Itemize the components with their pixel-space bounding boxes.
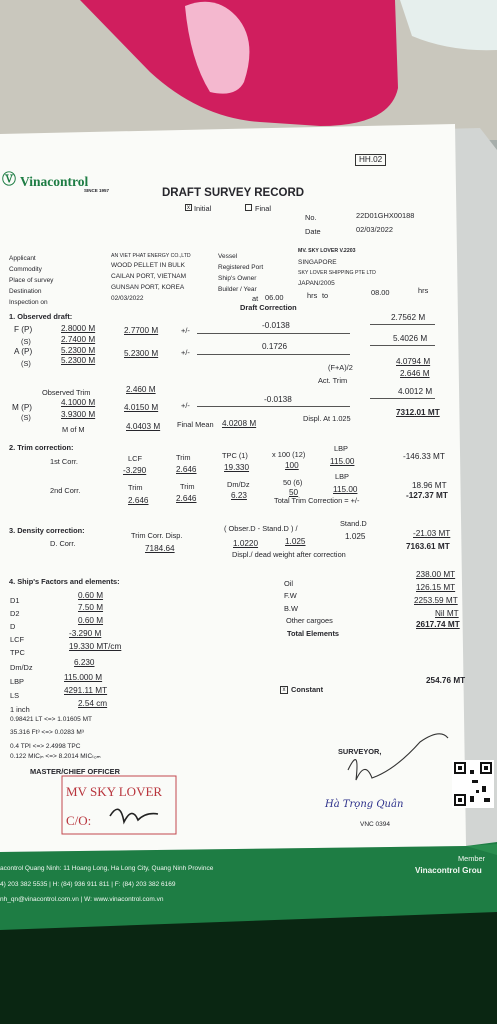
commodity-value: WOOD PELLET IN BULK	[111, 262, 185, 269]
final-label: Final	[255, 204, 272, 213]
m-corr: -0.0138	[264, 395, 292, 404]
footer-phone: 4) 203 382 5535 | H: (84) 936 911 811 | F: (84) 203 382 6169	[0, 881, 176, 888]
record-no: 22D01GHX00188	[356, 211, 415, 220]
factor-d1: 0.60 M	[78, 591, 104, 600]
member-group: Vinacontrol Grou	[415, 866, 482, 875]
stand-d-divisor: 1.025	[345, 532, 366, 541]
record-no-label: No.	[305, 213, 317, 222]
oil-label: Oil	[284, 579, 294, 588]
builder-label: Builder / Year	[218, 286, 257, 293]
ms-value: 3.9300 M	[61, 410, 96, 419]
t1-r1: 2.646	[176, 465, 197, 474]
brand-name: Vinacontrol	[20, 174, 89, 189]
total-elements-label: Total Elements	[287, 629, 340, 638]
act-trim-value: 2.646 M	[400, 369, 430, 378]
place-label: Place of survey	[9, 277, 54, 284]
vinacontrol-logo-icon: Ⓥ	[2, 173, 16, 188]
vessel-value: MV. SKY LOVER V.2203	[298, 248, 356, 254]
section-factors: 4. Ship's Factors and elements:	[9, 577, 120, 586]
m-result: 4.0012 M	[398, 387, 433, 396]
obser-d: 1.0220	[233, 539, 259, 548]
applicant-label: Applicant	[9, 255, 36, 262]
displ-after-value: 7163.61 MT	[406, 542, 450, 551]
mofm-label: M of M	[62, 425, 85, 434]
factor-ls: 4291.11 MT	[64, 686, 108, 695]
observed-trim-value: 2.460 M	[126, 385, 156, 394]
section-density: 3. Density correction:	[9, 526, 85, 535]
t2-h4: LBP	[335, 472, 349, 481]
time-from: 06.00	[265, 293, 284, 302]
conv-tpi: 0.4 TPI <=> 2.4998 TPC	[10, 743, 81, 750]
factor-ls-label: LS	[10, 691, 20, 700]
t2-r4: 115.00	[333, 485, 358, 494]
factor-lcf-label: LCF	[10, 635, 24, 644]
m-mean: 4.0150 M	[124, 403, 159, 412]
factor-inch-label: 1 inch	[10, 705, 30, 714]
t2-h1: Trim	[180, 482, 195, 491]
factor-inch: 2.54 cm	[78, 699, 108, 708]
t1-h4: LBP	[334, 444, 348, 453]
total-trim-value: -127.37 MT	[406, 491, 448, 500]
fw-label: F.W	[284, 591, 297, 600]
total-elements-value: 2617.74 MT	[416, 620, 460, 629]
stand-d: 1.025	[285, 537, 306, 546]
constant-checkbox: x	[280, 686, 288, 694]
stamp-vessel: MV SKY LOVER	[66, 784, 163, 799]
constant-label: Constant	[291, 685, 324, 694]
d-corr-label: D. Corr.	[50, 539, 76, 548]
fp-label: F (P)	[14, 325, 33, 334]
t1-h3: x 100 (12)	[272, 450, 306, 459]
vessel-label: Vessel	[218, 253, 238, 260]
t2-h2: Dm/Dz	[227, 480, 250, 489]
t2-result: 18.96 MT	[412, 481, 447, 490]
factor-dmdz-label: Dm/Dz	[10, 663, 33, 672]
hrs-label: hrs	[307, 291, 318, 300]
mp-label: M (P)	[12, 403, 33, 412]
factor-lbp-label: LBP	[10, 677, 24, 686]
act-trim-label: Act. Trim	[318, 376, 348, 385]
section-trim: 2. Trim correction:	[9, 443, 74, 452]
f-mean: 2.7700 M	[124, 326, 159, 335]
density-result: -21.03 MT	[413, 529, 451, 538]
ms-label: (S)	[21, 413, 31, 422]
t2-h3: 50 (6)	[283, 478, 303, 487]
f-result: 2.7562 M	[391, 313, 426, 322]
date-label: Date	[305, 227, 321, 236]
as-label: (S)	[21, 359, 31, 368]
bw-value: 2253.59 MT	[414, 596, 458, 605]
owner-value: SKY LOVER SHIPPING PTE LTD	[298, 270, 376, 276]
final-mean-label: Final Mean	[177, 420, 214, 429]
a-result: 5.4026 M	[393, 334, 428, 343]
t2-r1: 2.646	[176, 494, 197, 503]
t1-h0: LCF	[128, 454, 142, 463]
total-trim-label: Total Trim Correction = +/-	[274, 496, 360, 505]
as-value: 5.2300 M	[61, 356, 96, 365]
fw-value: 126.15 MT	[416, 583, 456, 592]
second-corr-label: 2nd Corr.	[50, 486, 81, 495]
a-mean: 5.2300 M	[124, 349, 159, 358]
oil-value: 238.00 MT	[416, 570, 456, 579]
stamp-co: C/O:	[66, 813, 92, 828]
factor-d2: 7.50 M	[78, 603, 104, 612]
factor-lcf: -3.290 M	[69, 629, 102, 638]
inspection-value: 02/03/2022	[111, 295, 144, 302]
footer-contact: nh_qn@vinacontrol.com.vn | W: www.vinacontrol.com.vn	[0, 896, 164, 903]
factor-d-label: D	[10, 622, 16, 631]
brand-since: SINCE 1957	[84, 188, 110, 193]
conv-ft: 35.316 Ft³ <=> 0.0283 M³	[10, 729, 84, 736]
displ-label: Displ. At 1.025	[303, 414, 351, 423]
mofm-value: 4.0403 M	[126, 422, 161, 431]
page-title: DRAFT SURVEY RECORD	[162, 187, 305, 199]
footer-address: acontrol Quang Ninh: 11 Hoang Long, Ha Long City, Quang Ninh Province	[0, 865, 214, 872]
constant-value: 254.76 MT	[426, 676, 466, 685]
t1-h1: Trim	[176, 453, 191, 462]
t1-r3: 100	[285, 461, 299, 470]
fp-value: 2.8000 M	[61, 324, 96, 333]
initial-label: Initial	[194, 204, 212, 213]
builder-value: JAPAN/2005	[298, 280, 335, 287]
fa-label: (F+A)/2	[328, 363, 353, 372]
officer-label: MASTER/CHIEF OFFICER	[30, 767, 120, 776]
ap-label: A (P)	[14, 347, 33, 356]
hrs2-label: hrs	[418, 286, 429, 295]
fa-value: 4.0794 M	[396, 357, 431, 366]
factor-d: 0.60 M	[78, 616, 104, 625]
member-label: Member	[458, 854, 486, 863]
to-label: to	[322, 291, 329, 300]
final-mean-value: 4.0208 M	[222, 419, 257, 428]
factor-d2-label: D2	[10, 609, 20, 618]
other-cargoes-value: Nil MT	[435, 609, 459, 618]
t1-r2: 19.330	[224, 463, 250, 472]
stand-d-label: Stand.D	[340, 519, 367, 528]
place-value: CAILAN PORT, VIETNAM	[111, 273, 187, 280]
t2-r0: 2.646	[128, 496, 149, 505]
a-pm: +/-	[181, 348, 190, 357]
trim-corr-disp: 7184.64	[145, 544, 175, 553]
t2-r2: 6.23	[231, 491, 247, 500]
surveyor-label: SURVEYOR,	[338, 747, 382, 756]
t2-r3: 50	[289, 488, 299, 497]
factor-tpc: 19.330 MT/cm	[69, 642, 122, 651]
fs-value: 2.7400 M	[61, 335, 96, 344]
section-observed-draft: 1. Observed draft:	[9, 312, 73, 321]
destination-label: Destination	[9, 288, 42, 295]
m-pm: +/-	[181, 401, 190, 410]
initial-checkbox: x	[187, 205, 190, 211]
conv-mic: 0.122 MICᵢₙ <=> 8.2014 MICₜₒₘ	[10, 753, 101, 760]
at-label: at	[252, 294, 259, 303]
applicant-value: AN VIET PHAT ENERGY CO.,LTD	[111, 253, 191, 259]
ap-value: 5.2300 M	[61, 346, 96, 355]
t1-result: -146.33 MT	[403, 452, 445, 461]
port-value: SINGAPORE	[298, 259, 337, 266]
density-formula: ( Obser.D - Stand.D ) /	[224, 524, 298, 533]
t1-r0: -3.290	[123, 466, 147, 475]
trim-corr-disp-label: Trim Corr. Disp.	[131, 531, 183, 540]
t2-h0: Trim	[128, 483, 143, 492]
first-corr-label: 1st Corr.	[50, 457, 78, 466]
fs-label: (S)	[21, 337, 31, 346]
commodity-label: Commodity	[9, 266, 42, 273]
time-to: 08.00	[371, 288, 390, 297]
other-cargoes-label: Other cargoes	[286, 616, 333, 625]
bw-label: B.W	[284, 604, 298, 613]
t1-h2: TPC (1)	[222, 451, 248, 460]
displ-value: 7312.01 MT	[396, 408, 440, 417]
port-label: Registered Port	[218, 264, 264, 271]
a-corr: 0.1726	[262, 342, 288, 351]
displ-after-label: Displ./ dead weight after correction	[232, 550, 346, 559]
surveyor-name: Hà Trọng Quân	[325, 799, 404, 810]
factor-dmdz: 6.230	[74, 658, 95, 667]
record-code: HH.02	[355, 154, 386, 166]
mp-value: 4.1000 M	[61, 398, 96, 407]
observed-trim-label: Observed Trim	[42, 388, 91, 397]
inspection-label: Inspection on	[9, 299, 48, 306]
surveyor-code: VNC 0394	[360, 821, 390, 828]
owner-label: Ship's Owner	[218, 275, 257, 282]
draft-correction-label: Draft Correction	[240, 303, 297, 312]
record-date: 02/03/2022	[356, 225, 393, 234]
conv-lt: 0.98421 LT <=> 1.01605 MT	[10, 716, 92, 723]
factor-tpc-label: TPC	[10, 648, 25, 657]
factor-lbp: 115.000 M	[64, 673, 103, 682]
final-checkbox	[245, 204, 252, 211]
f-pm: +/-	[181, 326, 190, 335]
t1-r4: 115.00	[330, 457, 355, 466]
factor-d1-label: D1	[10, 596, 20, 605]
destination-value: GUNSAN PORT, KOREA	[111, 284, 185, 291]
f-corr: -0.0138	[262, 321, 290, 330]
